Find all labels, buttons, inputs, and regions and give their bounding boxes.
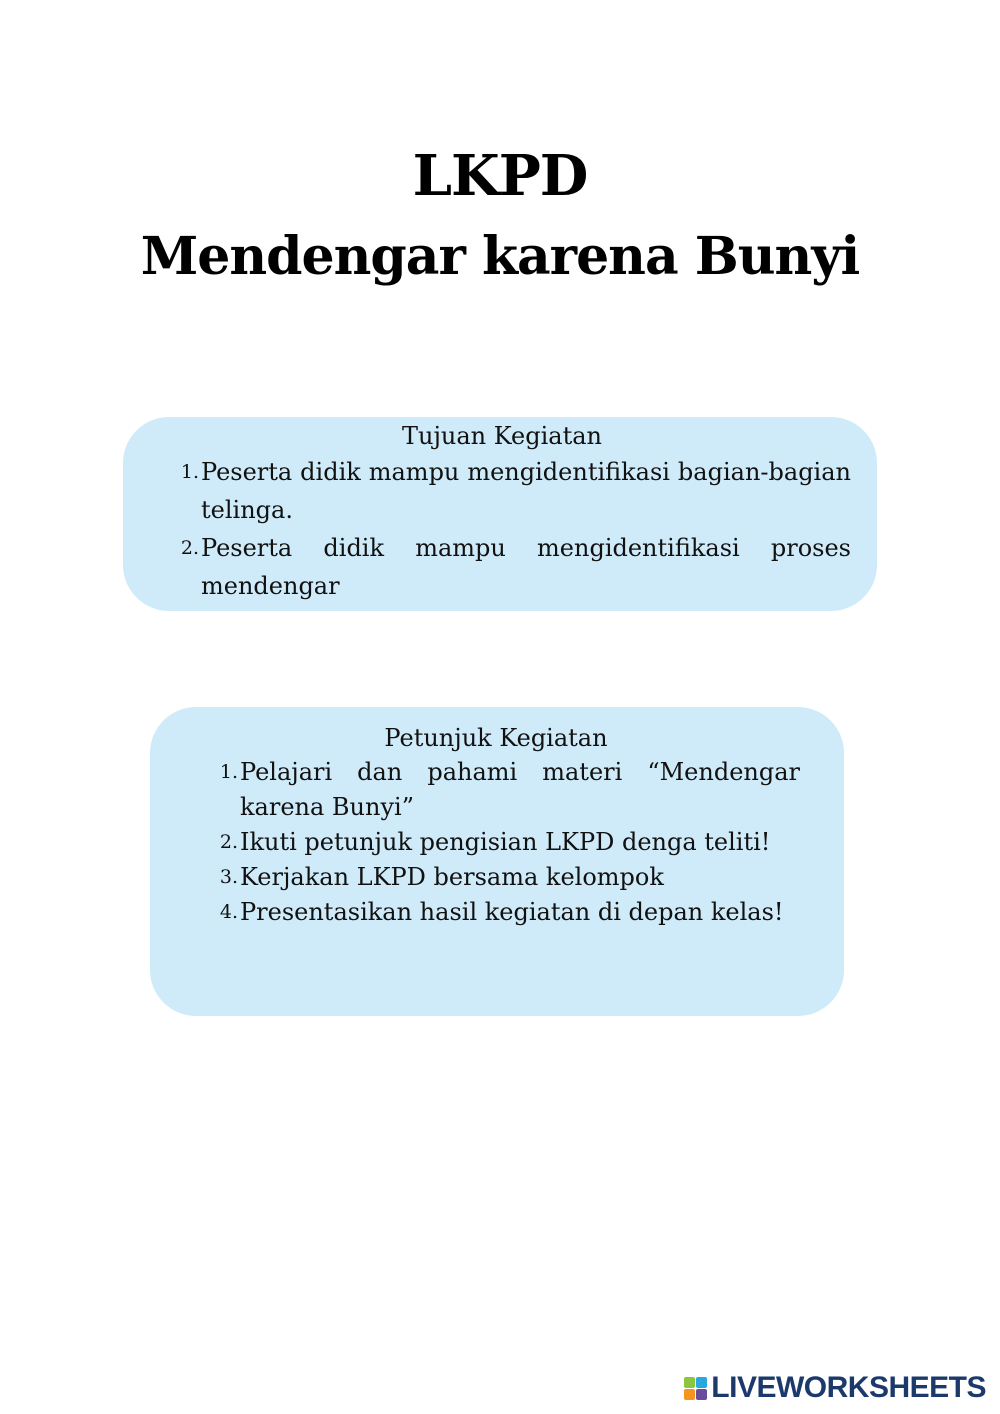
objectives-heading: Tujuan Kegiatan bbox=[401, 422, 602, 450]
logo-square-green bbox=[684, 1377, 695, 1388]
list-item-text: Ikuti petunjuk pengisian LKPD denga teliti! bbox=[240, 828, 771, 856]
objectives-list bbox=[173, 453, 851, 605]
liveworksheets-logo[interactable] bbox=[684, 1368, 986, 1408]
objectives-card bbox=[123, 417, 877, 611]
list-item-number: 1. bbox=[180, 461, 199, 483]
page-title-lkpd: LKPD bbox=[412, 143, 588, 209]
list-item bbox=[212, 755, 800, 825]
logo-square-purple bbox=[696, 1389, 707, 1400]
list-item-number: 1. bbox=[219, 761, 238, 783]
list-item-number: 2. bbox=[219, 831, 238, 853]
list-item bbox=[212, 860, 800, 895]
liveworksheets-logo-icon bbox=[684, 1377, 707, 1400]
logo-square-blue bbox=[696, 1377, 707, 1388]
instructions-card bbox=[150, 707, 844, 1016]
list-item-number: 2. bbox=[180, 537, 199, 559]
list-item-text: Peserta didik mampu mengidentifikasi bagian-bagian telinga. bbox=[201, 458, 851, 524]
list-item bbox=[173, 529, 851, 605]
list-item-number: 4. bbox=[219, 901, 238, 923]
instructions-heading: Petunjuk Kegiatan bbox=[384, 724, 608, 752]
list-item-text: Kerjakan LKPD bersama kelompok bbox=[240, 863, 664, 891]
list-item-number: 3. bbox=[219, 866, 238, 888]
liveworksheets-brand-text: LIVEWORKSHEETS bbox=[711, 1371, 986, 1404]
list-item-text: Pelajari dan pahami materi “Mendengar karena Bunyi” bbox=[240, 758, 800, 821]
instructions-list bbox=[212, 755, 800, 930]
list-item bbox=[212, 825, 800, 860]
page-subtitle: Mendengar karena Bunyi bbox=[140, 226, 860, 287]
logo-square-orange bbox=[684, 1389, 695, 1400]
list-item bbox=[173, 453, 851, 529]
list-item-text: Presentasikan hasil kegiatan di depan kelas! bbox=[240, 898, 784, 926]
list-item-text: Peserta didik mampu mengidentifikasi proses mendengar bbox=[201, 534, 851, 600]
list-item bbox=[212, 895, 800, 930]
